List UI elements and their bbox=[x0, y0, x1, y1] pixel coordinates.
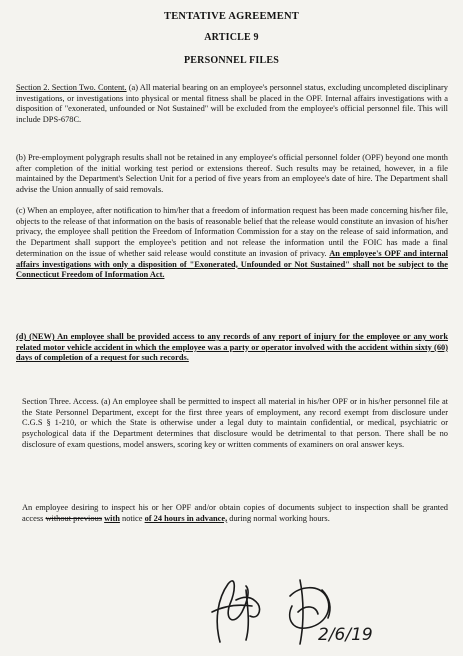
section-three-heading: Section Three. Access. bbox=[22, 397, 99, 406]
section-three-text: (a) An employee shall be permitted to inspect all material in his/her OPF or in his/her personnel file at the State Personnel Department, except for the first three years of employment, any record exempt from disclosure under C.G.S § 1-210, or which the State is otherwise under a legal duty to maintain confidential, or medical, psychiatric or psychological data if the Department determines that disclosure would be detrimental to that person. There shall be no disclosure of exam questions, model answers, scoring key or written comments of examiners on oral answer keys. bbox=[22, 397, 448, 449]
struck-text: without previous bbox=[45, 513, 103, 523]
section-two-heading: Section 2. Section Two. Content. bbox=[16, 83, 127, 92]
signature-date: 2/6/19 bbox=[318, 625, 373, 645]
paragraph-d-new: (d) (NEW) An employee shall be provided access to any records of any report of injury for the employee or any work related motor vehicle accident in which the employee was a party or operator involved with the accident within sixty (60) days of completion of a request for such records. bbox=[16, 332, 448, 363]
paragraph-b: (b) Pre-employment polygraph results shall not be retained in any employee's official personnel folder (OPF) beyond one month after completion of the initial working test period or extensions thereof. Such results may be retained, however, in a file maintained by the Department's Selection Unit for a period of five years from an employee's date of hire. The Department shall advise the Union annually of said removals. bbox=[16, 153, 448, 195]
inserted-text-with: with bbox=[104, 513, 120, 523]
access-text-mid: notice bbox=[122, 513, 143, 523]
document-title: TENTATIVE AGREEMENT bbox=[164, 11, 299, 22]
article-subject: PERSONNEL FILES bbox=[184, 55, 279, 66]
paragraph-c-text: (c) When an employee, after notification to him/her that a freedom of information request has been made concerning his/her file, objects to the release of that information on the basis of reasonable belief that the release would constitute an invasion of his/her privacy, the employee shall petition the Freedom of Information Commission for a stay on the release of said information, and the Department shall support the employee's petition and not release the information until the FOIC has made a final determination on the issue of whether said release would constitute an invasion of privacy. bbox=[16, 206, 448, 258]
section-two-text: (a) All material bearing on an employee's personnel status, excluding uncompleted disciplinary investigations, or investigations into physical or mental fitness shall be placed in the OPF. Internal affairs investigations with a disposition of "exonerated, unfounded or Not Sustained" will be excluded from the employee's official personnel file. This will include DPS-678C. bbox=[16, 83, 448, 125]
access-text-end: during normal working hours. bbox=[229, 513, 330, 523]
signature-left bbox=[212, 581, 260, 642]
inserted-text-24-hours: of 24 hours in advance, bbox=[144, 513, 228, 523]
article-number: ARTICLE 9 bbox=[204, 32, 259, 43]
paragraph-c-addition: An employee's OPF and internal affairs investigations with only a disposition of "Exonerated, Unfounded or Not Sustained" shall not be subject to the Connecticut Freedom of Information Act. bbox=[16, 248, 448, 280]
access-text-start: An employee desiring to inspect his or her OPF and/or obtain copies of documents subject to inspection shall be granted access bbox=[22, 503, 448, 523]
